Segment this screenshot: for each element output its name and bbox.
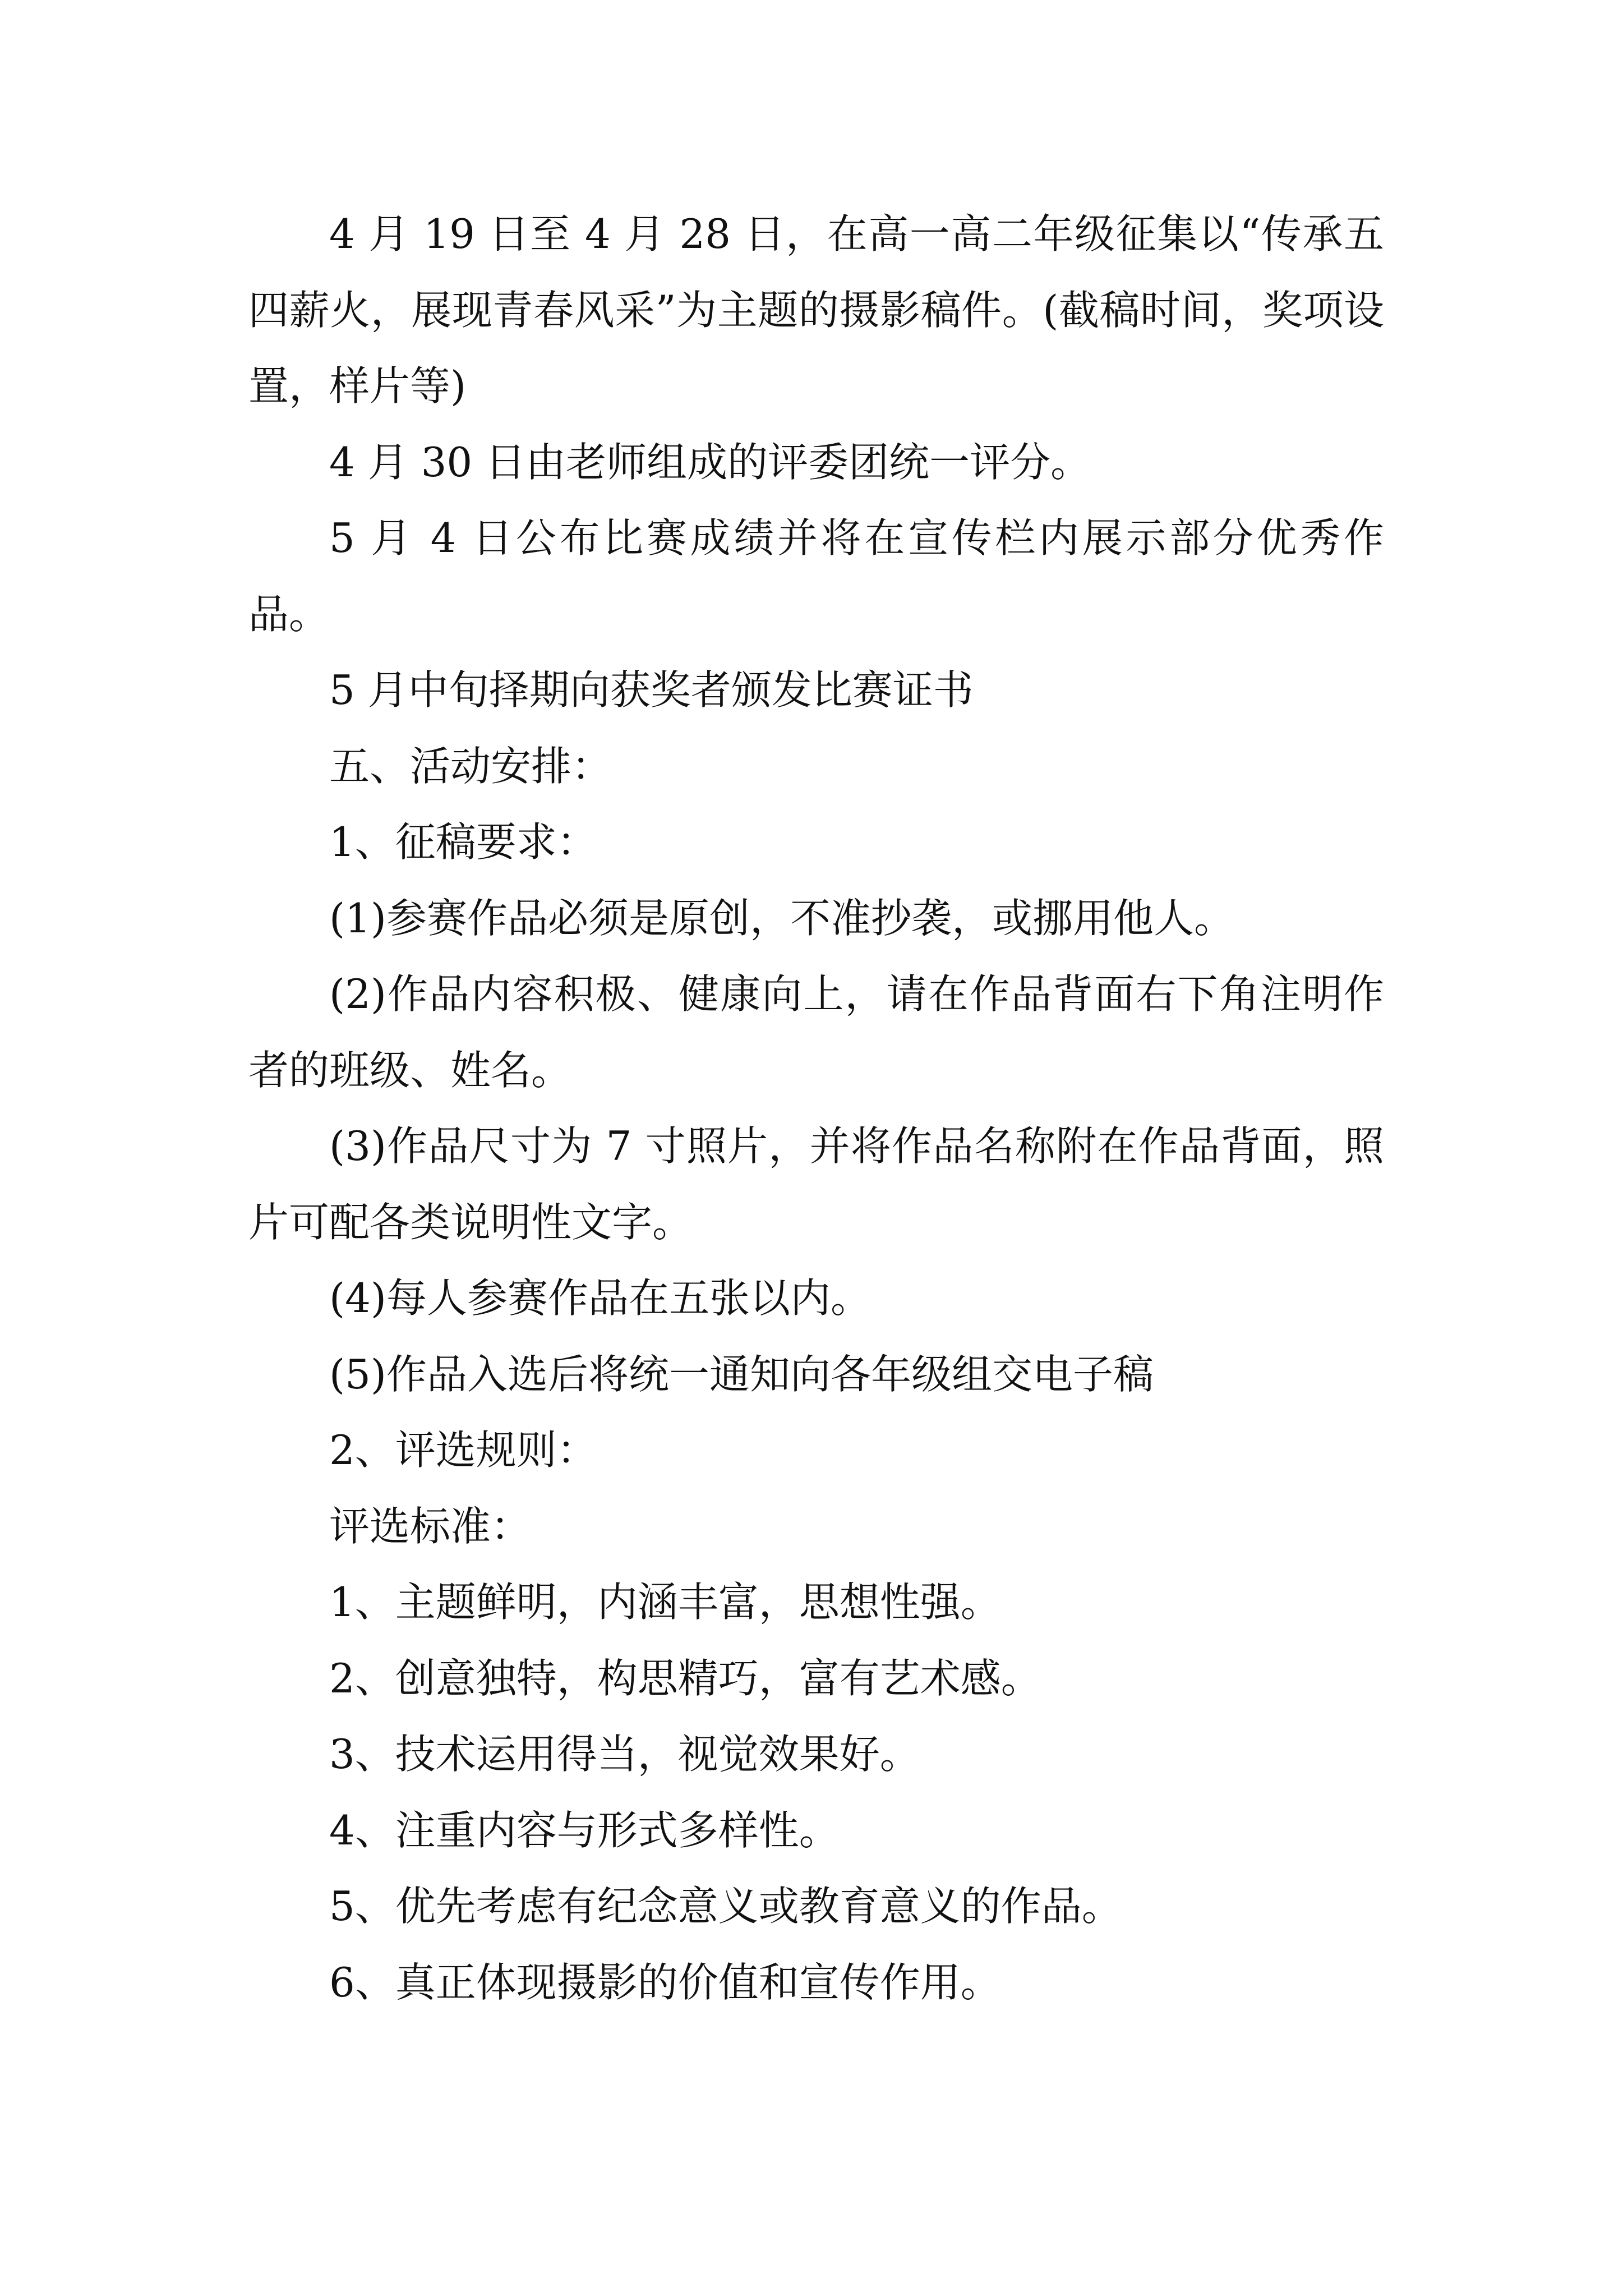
requirement-item-1: (1)参赛作品必须是原创，不准抄袭，或挪用他人。 [329, 894, 1234, 942]
criteria-item-5: 5、优先考虑有纪念意义或教育意义的作品。 [329, 1883, 1122, 1930]
subheading-submission-requirements: 1、征稿要求： [329, 818, 597, 866]
criteria-item-1: 1、主题鲜明，内涵丰富，思想性强。 [329, 1579, 1001, 1626]
criteria-item-3: 3、技术运用得当，视觉效果好。 [329, 1731, 920, 1778]
paragraph-award-ceremony: 5 月中旬择期向获奖者颁发比赛证书 [329, 666, 974, 714]
paragraph-judging-date: 4 月 30 日由老师组成的评委团统一评分。 [329, 438, 1091, 486]
section-heading-activity-arrangement: 五、活动安排： [329, 742, 612, 790]
paragraph-results-date: 5 月 4 日公布比赛成绩并将在宣传栏内展示部分优秀作品。 [248, 514, 1384, 638]
requirement-item-4: (4)每人参赛作品在五张以内。 [329, 1274, 871, 1322]
subheading-selection-rules: 2、评选规则： [329, 1427, 597, 1474]
requirement-item-5: (5)作品入选后将统一通知向各年级组交电子稿 [329, 1350, 1154, 1398]
criteria-item-2: 2、创意独特，构思精巧，富有艺术感。 [329, 1654, 1041, 1702]
document-body [248, 196, 1384, 2021]
subheading-selection-criteria: 评选标准： [329, 1502, 532, 1550]
requirement-item-2: (2)作品内容积极、健康向上，请在作品背面右下角注明作者的班级、姓名。 [248, 970, 1384, 1094]
paragraph-collection-schedule: 4 月 19 日至 4 月 28 日，在高一高二年级征集以“传承五四薪火，展现青春风采”为主题的摄影稿件。(截稿时间，奖项设置，样片等) [248, 210, 1384, 409]
criteria-item-6: 6、真正体现摄影的价值和宣传作用。 [329, 1958, 1001, 2006]
requirement-item-3: (3)作品尺寸为 7 寸照片，并将作品名称附在作品背面，照片可配各类说明性文字。 [248, 1122, 1384, 1246]
criteria-item-4: 4、注重内容与形式多样性。 [329, 1806, 840, 1854]
